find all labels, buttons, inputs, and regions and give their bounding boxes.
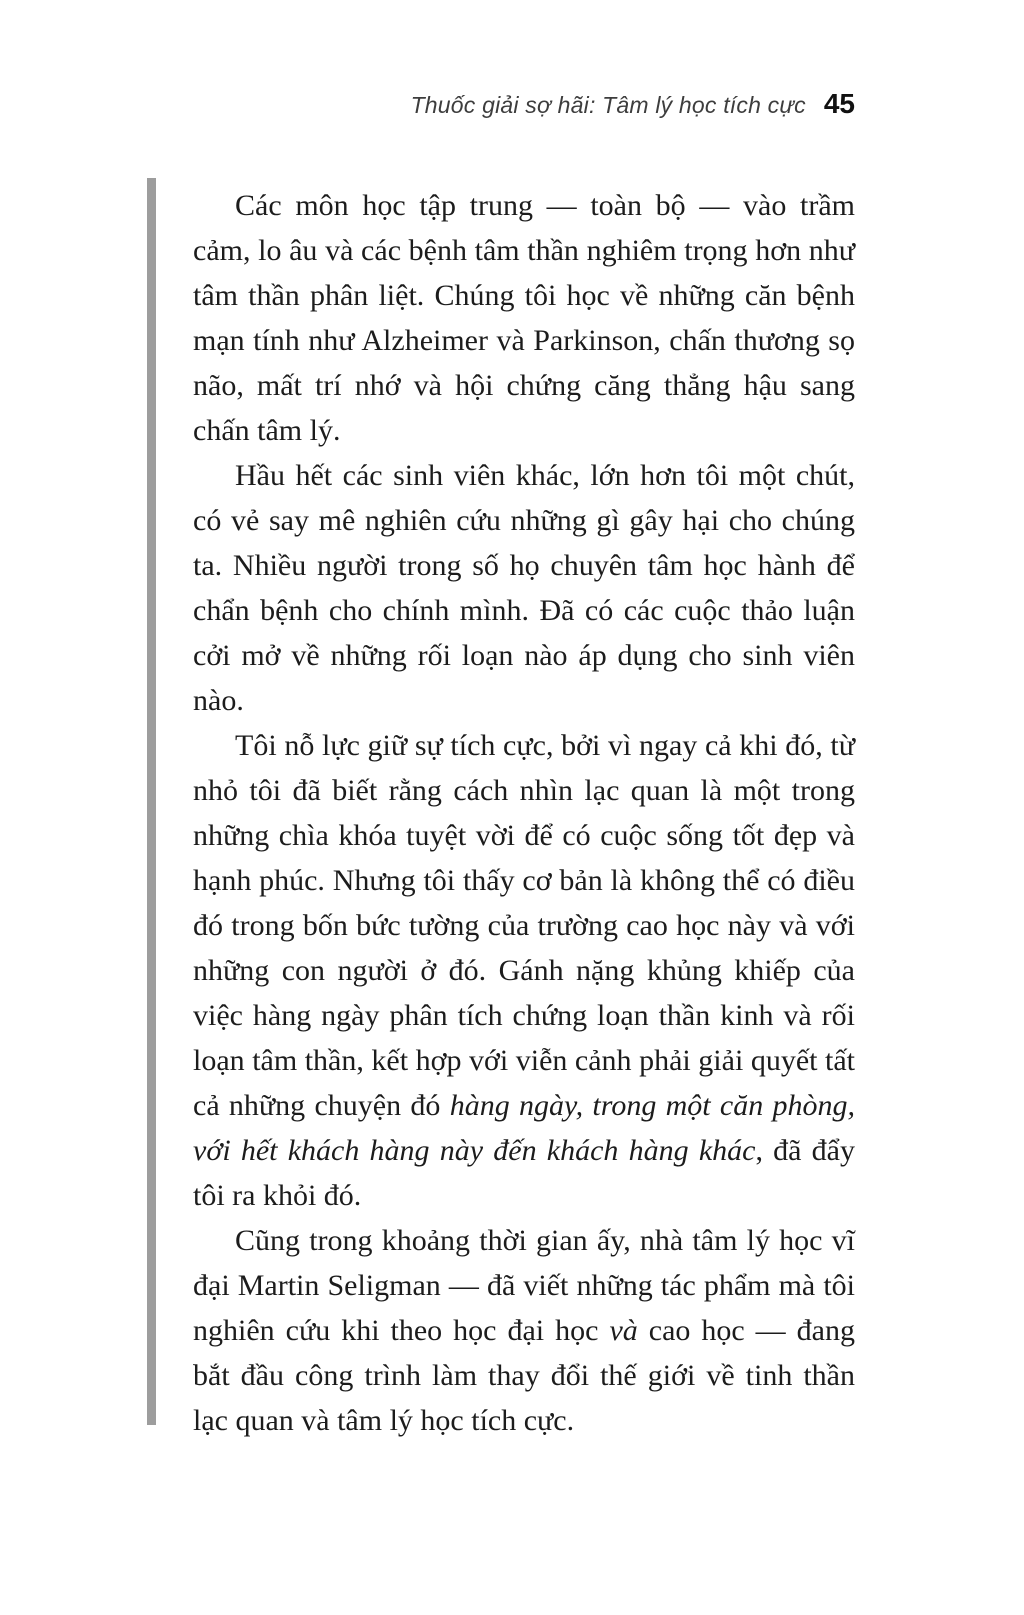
text-segment: hàng ngày, trong một căn phòng, với hết khách hàng này đến khách hàng khác — [193, 1089, 856, 1167]
paragraph — [193, 453, 855, 723]
text-segment: cao học — đang bắt đầu công trình làm thay đổi thế giới về tinh thần lạc quan và tâm lý học tích cực. — [193, 1314, 855, 1437]
paragraph — [193, 183, 855, 453]
text-segment: và — [609, 1314, 638, 1347]
body-text — [193, 183, 855, 1443]
paragraph — [193, 723, 855, 1218]
text-segment: Tôi nỗ lực giữ sự tích cực, bởi vì ngay cả khi đó, từ nhỏ tôi đã biết rằng cách nhìn lạc quan là một trong những chìa khóa tuyệt vời để có cuộc sống tốt đẹp và hạnh phúc. Nhưng tôi thấy cơ bản là không thể có điều đó trong bốn bức tường của trường cao học này và với những con người ở đó. Gánh nặng khủng khiếp của việc hàng ngày phân tích chứng loạn thần kinh và rối loạn tâm thần, kết hợp với viễn cảnh phải giải quyết tất cả những chuyện đó — [193, 729, 855, 1122]
text-segment: Cũng trong khoảng thời gian ấy, nhà tâm lý học vĩ đại Martin Seligman — đã viết những tác phẩm mà tôi nghiên cứu khi theo học đại học — [193, 1224, 855, 1347]
running-title: Thuốc giải sợ hãi: Tâm lý học tích cực — [410, 92, 806, 118]
text-segment: Hầu hết các sinh viên khác, lớn hơn tôi một chút, có vẻ say mê nghiên cứu những gì gây hại cho chúng ta. Nhiều người trong số họ chuyên tâm học hành để chẩn bệnh cho chính mình. Đã có các cuộc thảo luận cởi mở về những rối loạn nào áp dụng cho sinh viên nào. — [193, 459, 855, 717]
paragraph — [193, 1218, 855, 1443]
page-number: 45 — [823, 88, 855, 119]
margin-rule-bar — [147, 178, 156, 1425]
running-header — [193, 88, 855, 120]
text-segment: Các môn học tập trung — toàn bộ — vào trầm cảm, lo âu và các bệnh tâm thần nghiêm trọng hơn như tâm thần phân liệt. Chúng tôi học về những căn bệnh mạn tính như Alzheimer và Parkinson, chấn thương sọ não, mất trí nhớ và hội chứng căng thẳng hậu sang chấn tâm lý. — [193, 189, 855, 447]
paragraphs — [193, 183, 855, 1443]
text-segment: , đã đẩy tôi ra khỏi đó. — [193, 1134, 855, 1212]
